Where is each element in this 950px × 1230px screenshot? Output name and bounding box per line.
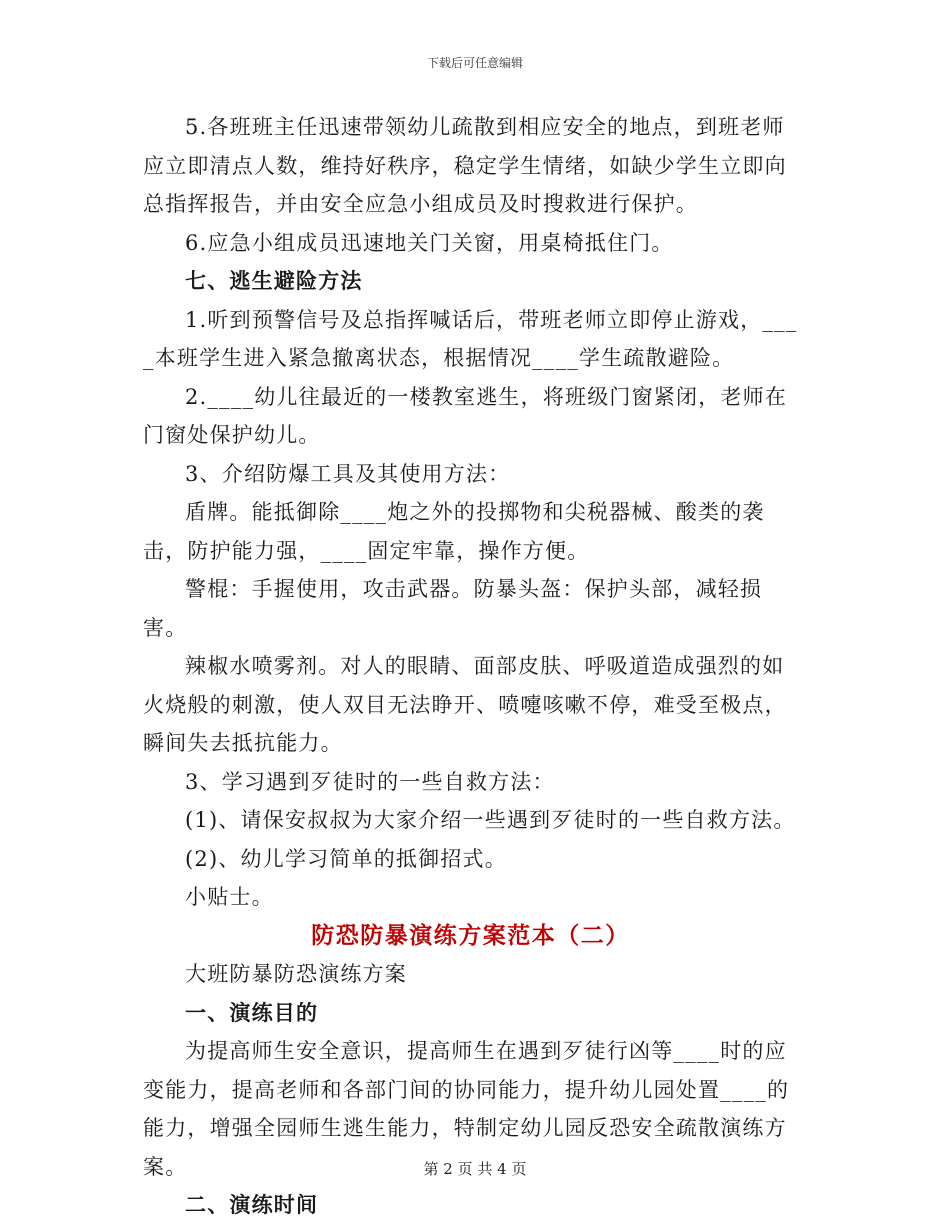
paragraph-tools-intro: 3、介绍防爆工具及其使用方法：	[185, 461, 511, 486]
page-footer-number: 第 2 页 共 4 页	[423, 1160, 527, 1178]
paragraph-escape-1: 1.听到预警信号及总指挥喊话后，带班老师立即停止游戏，____本班学生进入紧急撤离状态，根据情况____学生疏散避险。	[143, 307, 798, 370]
paragraph-self-rescue-2: (2)、幼儿学习简单的抵御招式。	[185, 846, 507, 871]
paragraph-escape-2: 2.____幼儿往最近的一楼教室逃生，将班级门窗紧闭，老师在门窗处保护幼儿。	[143, 384, 788, 447]
paragraph-pepper-spray: 辣椒水喷雾剂。对人的眼睛、面部皮肤、呼吸道造成强烈的如火烧般的刺激，使人双目无法睁开、喷嚏咳嗽不停，难受至极点，瞬间失去抵抗能力。	[143, 654, 787, 755]
paragraph-self-rescue-1: (1)、请保安叔叔为大家介绍一些遇到歹徒时的一些自救方法。	[185, 808, 796, 832]
page-header-note: 下载后可任意编辑	[426, 56, 523, 70]
section-heading-escape-methods: 七、逃生避险方法	[185, 268, 363, 293]
section-heading-time: 二、演练时间	[185, 1192, 319, 1217]
paragraph-tips: 小贴士。	[185, 885, 274, 909]
paragraph-shield: 盾牌。能抵御除____炮之外的投掷物和尖税器械、酸类的袭击，防护能力强，____固定牢靠，操作方便。	[143, 500, 765, 563]
paragraph-plan-name: 大班防暴防恐演练方案	[185, 962, 407, 986]
paragraph-self-rescue-intro: 3、学习遇到歹徒时的一些自救方法：	[185, 769, 555, 794]
paragraph-item-5: 5.各班班主任迅速带领幼儿疏散到相应安全的地点，到班老师应立即清点人数，维持好秩序，稳定学生情绪，如缺少学生立即向总指挥报告，并由安全应急小组成员及时搜救进行保护。	[143, 115, 787, 216]
paragraph-purpose: 为提高师生安全意识，提高师生在遇到歹徒行凶等____时的应变能力，提高老师和各部门间的协同能力，提升幼儿园处置____的能力，增强全园师生逃生能力，特制定幼儿园反恐安全疏散演练方案。	[143, 1039, 790, 1179]
document-body	[143, 108, 798, 1225]
section-title: 防恐防暴演练方案范本（二）	[311, 921, 630, 949]
section-heading-purpose: 一、演练目的	[185, 999, 319, 1025]
paragraph-baton-helmet: 警棍：手握使用，攻击武器。防暴头盔：保护头部，减轻损害。	[143, 577, 763, 640]
paragraph-item-6: 6.应急小组成员迅速地关门关窗，用桌椅抵住门。	[185, 230, 674, 255]
